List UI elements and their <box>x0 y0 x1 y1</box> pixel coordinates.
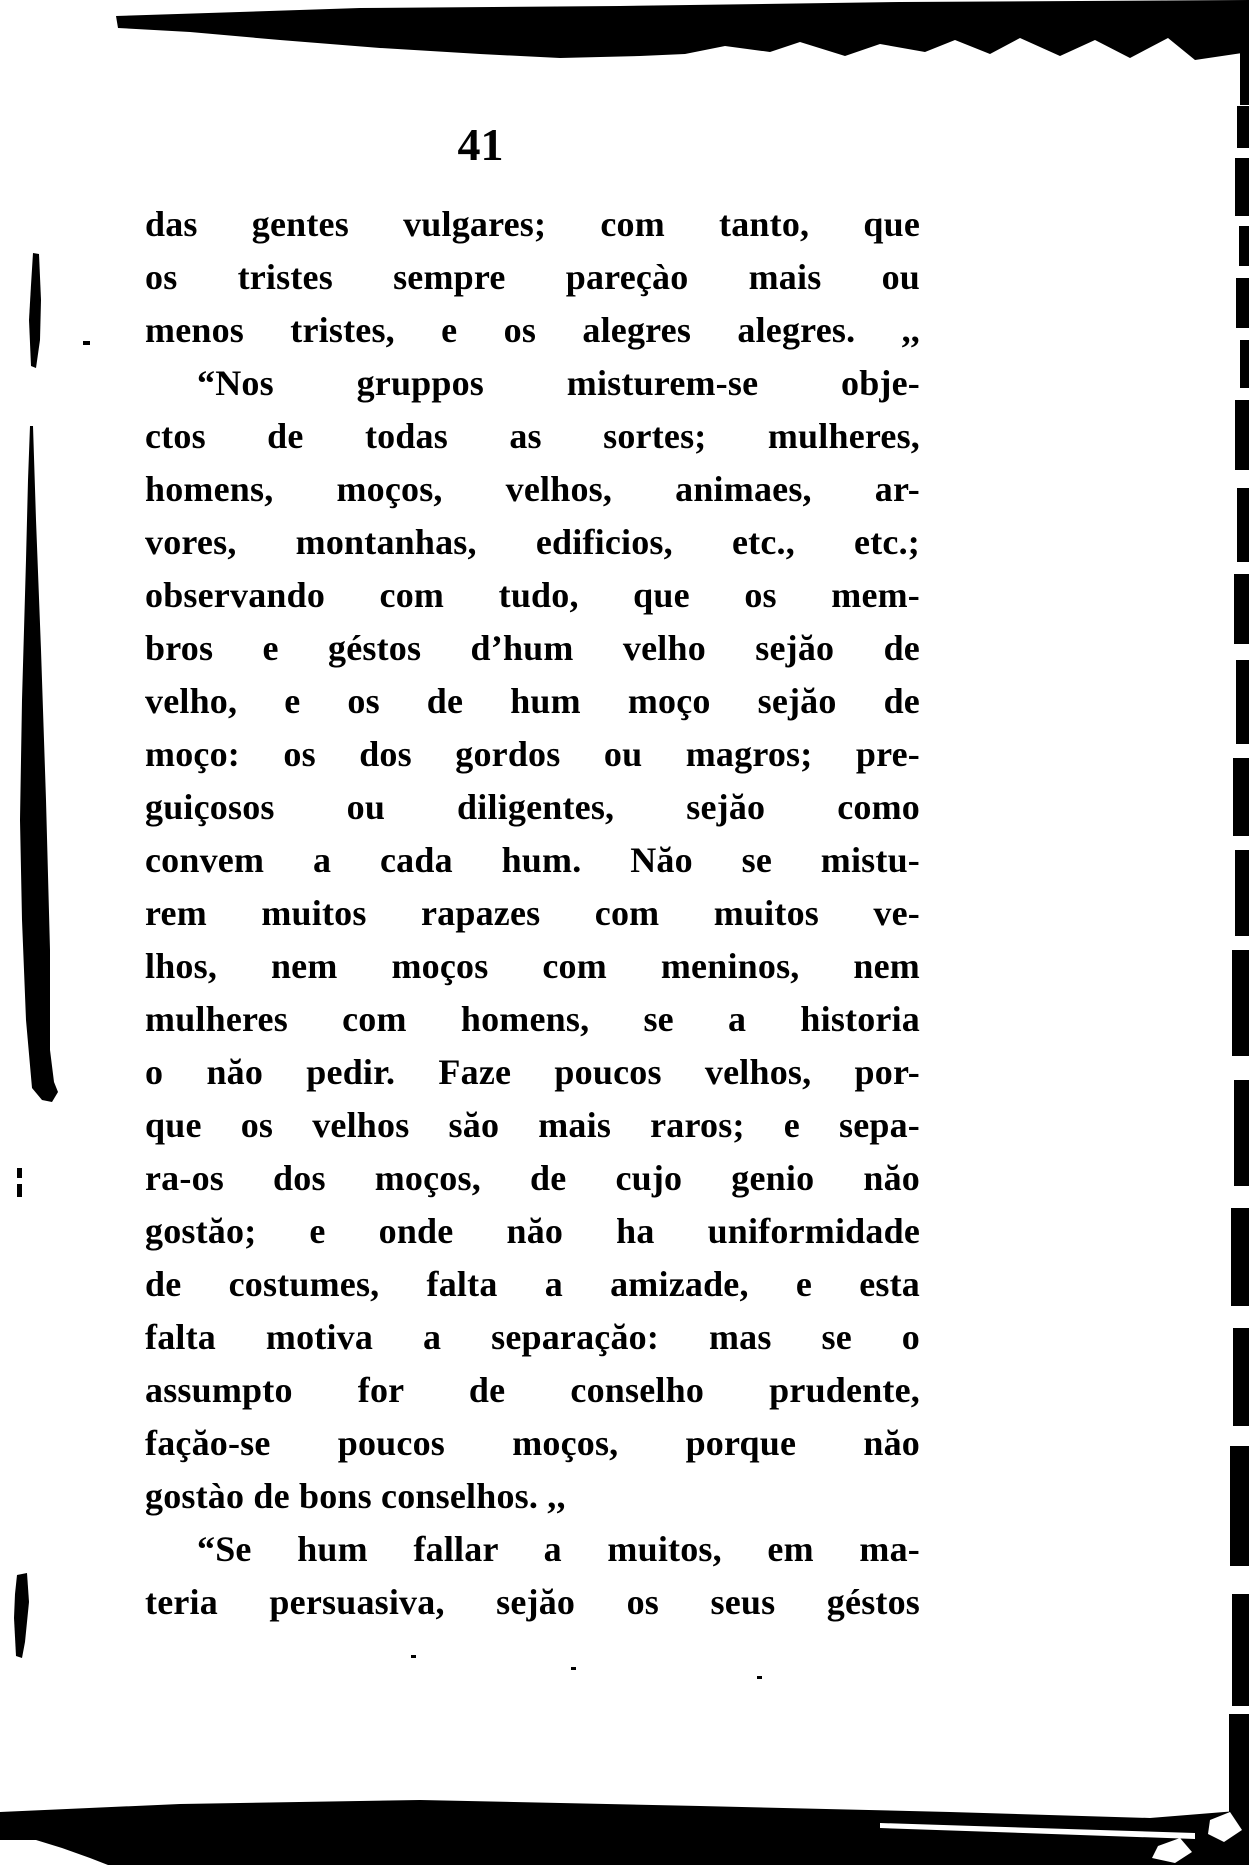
text-line: rem muitos rapazes com muitos ve- <box>145 893 920 933</box>
text-line: velho, e os de hum moço sejăo de <box>145 681 920 721</box>
text-line: de costumes, falta a amizade, e esta <box>145 1264 920 1304</box>
text-line: lhos, nem moços com meninos, nem <box>145 946 920 986</box>
text-line: menos tristes, e os alegres alegres. ,, <box>145 310 920 350</box>
text-line: guiçosos ou diligentes, sejăo como <box>145 787 920 827</box>
scan-artifact-left-stroke <box>29 253 41 368</box>
scan-artifact-left-dots <box>17 1168 22 1197</box>
text-line: vores, montanhas, edificios, etc., etc.; <box>145 522 920 562</box>
text-line: das gentes vulgares; com tanto, que <box>145 204 920 244</box>
scan-artifact-right-border <box>1229 58 1249 1865</box>
page-number: 41 <box>457 119 504 170</box>
text-line: “Se hum fallar a muitos, em ma- <box>197 1529 920 1569</box>
scan-artifact-left-exclaim-mark <box>14 1573 29 1658</box>
text-line: façăo-se poucos moços, porque năo <box>145 1423 920 1463</box>
text-line: bros e géstos d’hum velho sejăo de <box>145 628 920 668</box>
text-line: observando com tudo, que os mem- <box>145 575 920 615</box>
text-line: que os velhos săo mais raros; e sepa- <box>145 1105 920 1145</box>
text-line: mulheres com homens, se a historia <box>145 999 920 1039</box>
text-line: ctos de todas as sortes; mulheres, <box>145 416 920 456</box>
body-text <box>145 198 920 1629</box>
scan-artifact-bottom-strip <box>0 1800 1249 1865</box>
text-line: gostăo; e onde năo ha uniformidade <box>145 1211 920 1251</box>
text-line: gostào de bons conselhos. ,, <box>145 1476 566 1516</box>
text-line: homens, moços, velhos, animaes, ar- <box>145 469 920 509</box>
text-line: os tristes sempre pareçào mais ou <box>145 257 920 297</box>
text-line: teria persuasiva, sejăo os seus géstos <box>145 1582 920 1622</box>
text-line: falta motiva a separaçăo: mas se o <box>145 1317 920 1357</box>
text-line: moço: os dos gordos ou magros; pre- <box>145 734 920 774</box>
scan-artifact-bottom-strip-gaps <box>0 1812 1242 1865</box>
text-line: “Nos gruppos misturem-se obje- <box>197 363 920 403</box>
text-line: convem a cada hum. Năo se mistu- <box>145 840 920 880</box>
scan-artifact-top-bar <box>116 0 1249 105</box>
text-line: o năo pedir. Faze poucos velhos, por- <box>145 1052 920 1092</box>
scan-artifact-left-wedge <box>20 426 58 1102</box>
text-line: ra-os dos moços, de cujo genio năo <box>145 1158 920 1198</box>
text-line: assumpto for de conselho prudente, <box>145 1370 920 1410</box>
